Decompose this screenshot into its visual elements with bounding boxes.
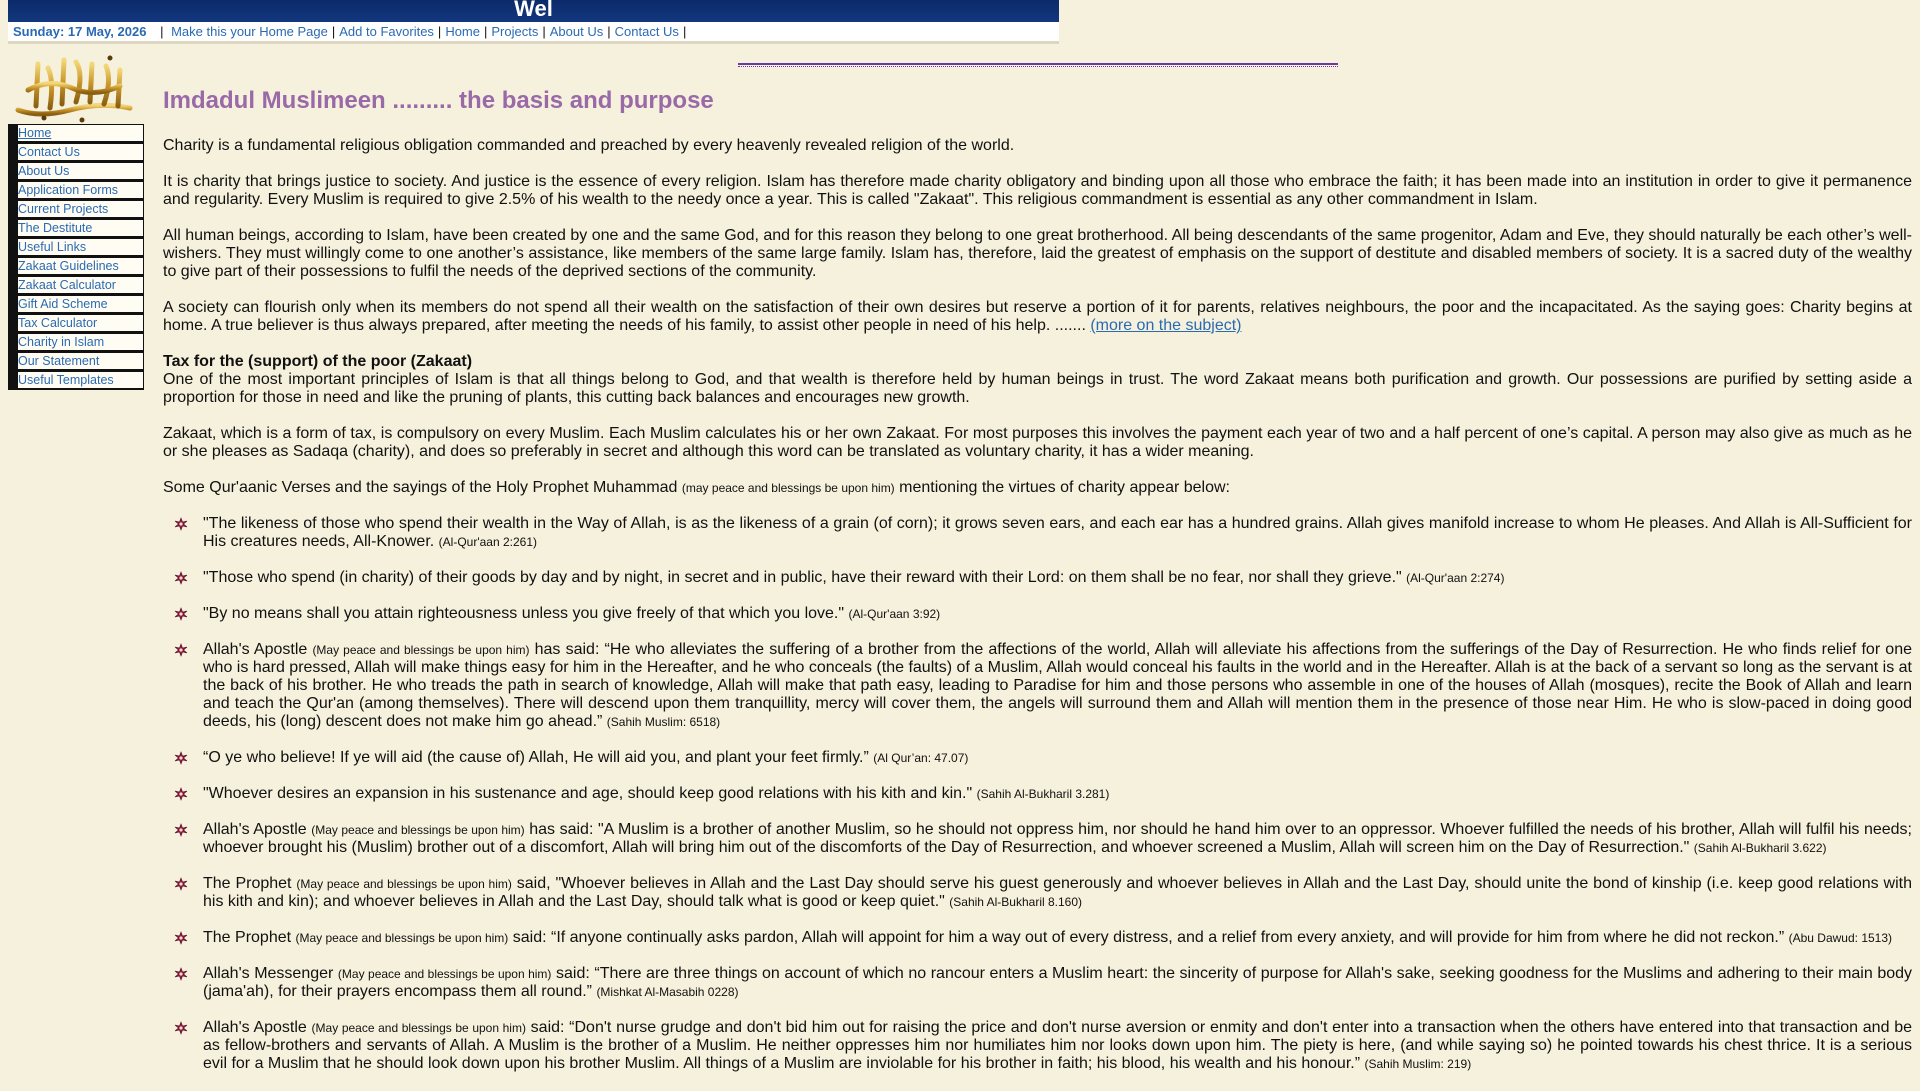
sidebar-item-about-us[interactable]	[18, 162, 144, 180]
honorific: (May peace and blessings be upon him)	[295, 931, 509, 945]
sidebar-item-home[interactable]	[18, 124, 144, 142]
zakaat-heading: Tax for the (support) of the poor (Zakaat)	[163, 353, 473, 370]
sidebar-item-zakaat-calculator[interactable]	[18, 276, 144, 294]
verse-speaker: Allah's Messenger	[203, 965, 338, 982]
separator: |	[607, 24, 611, 39]
side-menu	[8, 124, 144, 390]
page-title: Imdadul Muslimeen ......... the basis and purpose	[163, 87, 714, 114]
sidebar-item-charity-in-islam[interactable]	[18, 333, 144, 351]
ornament-bullet-icon	[173, 606, 189, 622]
verse-reference: (Al-Qur'aan 2:274)	[1406, 571, 1505, 585]
verse-text: said: “Don't nurse grudge and don't bid him out for raising the price and don't nurse aversion or enmity and don't enter into a transaction when the others have entered into that transaction and be as fellow-brothers and servants of Allah. A Muslim is the brother of a Muslim. He neither oppresses him nor humiliates him nor looks down upon him. The piety is here, (and while saying so) he pointed towards his chest thrice. It is a serious evil for a Muslim that he should look down upon his brother Muslim. All things of a Muslim are inviolable for his brother in faith; his blood, his wealth and his honour.”	[203, 1019, 1912, 1072]
zakaat-paragraph: Zakaat, which is a form of tax, is compulsory on every Muslim. Each Muslim calculates his or her own Zakaat. For most purposes this involves the payment each year of two and a half percent of one’s capital. A person may also give as much as he or she pleases as Sadaqa (charity), and does so preferably in secret and although this word can be translated as voluntary charity, it has a wider meaning.	[163, 425, 1912, 460]
ornament-bullet-icon	[173, 642, 189, 658]
verses-list	[163, 515, 1912, 1073]
sidebar-item-useful-links[interactable]	[18, 238, 144, 256]
separator: |	[484, 24, 488, 39]
verse-item	[203, 875, 1912, 911]
sidebar-item-label: The Destitute	[18, 221, 93, 235]
nav-contact-link[interactable]: Contact Us	[614, 24, 679, 39]
verse-text: said: “There are three things on account of which no rancour enters a Muslim heart: the sincerity of purpose for Allah's sake, seeking goodness for the Muslims and adhering to their main body (jama'ah), for their prayers encompass them all round.”	[203, 965, 1913, 1000]
verse-reference: (Sahih Al-Bukharil 3.622)	[1693, 841, 1827, 855]
separator: |	[542, 24, 546, 39]
ornament-bullet-icon	[173, 570, 189, 586]
verse-text: has said: "A Muslim is a brother of another Muslim, so he should not oppress him, nor should he hand him over to an oppressor. Whoever fulfilled the needs of his brother, Allah will fulfil his needs; whoever brought his (Muslim) brother out of a discomfort, Allah will bring him out of the discomforts of the Day of Resurrection, and whoever screened a Muslim, Allah will screen him on the Day of Resurrection."	[203, 821, 1913, 856]
sidebar-item-tax-calculator[interactable]	[18, 314, 144, 332]
bismillah-logo	[10, 50, 138, 124]
honorific: (May peace and blessings be upon him)	[337, 967, 552, 981]
verse-text: "The likeness of those who spend their wealth in the Way of Allah, is as the likeness of a grain (of corn); it grows seven ears, and each ear has a hundred grains. Allah gives manifold increase to whom He pleases. And Allah is All-Sufficient for His creatures needs, All-Knower.	[203, 515, 1912, 550]
verse-item	[203, 515, 1912, 551]
add-favorites-link[interactable]: Add to Favorites	[339, 24, 434, 39]
separator: |	[160, 24, 164, 39]
sidebar-item-label: Application Forms	[18, 183, 119, 197]
sidebar-item-label: Our Statement	[18, 354, 100, 368]
sidebar-item-useful-templates[interactable]	[18, 371, 144, 389]
intro-paragraph: Charity is a fundamental religious obligation commanded and preached by every heavenly revealed religion of the world.	[163, 137, 1015, 154]
make-home-page-link[interactable]: Make this your Home Page	[171, 24, 328, 39]
separator: |	[437, 24, 442, 39]
verse-speaker: Allah's Apostle	[203, 1019, 312, 1036]
current-date: Sunday: 17 May, 2026	[13, 24, 147, 39]
nav-home-link[interactable]: Home	[445, 24, 480, 39]
verse-item	[203, 785, 1912, 803]
honorific: (May peace and blessings be upon him)	[311, 823, 525, 837]
sidebar-item-label: Zakaat Guidelines	[18, 259, 119, 273]
sidebar-item-our-statement[interactable]	[18, 352, 144, 370]
verse-reference: (Al-Qur'aan 3:92)	[848, 607, 941, 621]
verse-text: said, "Whoever believes in Allah and the Last Day should serve his guest generously and whoever believes in Allah and the Last Day, should unite the bond of kinship (i.e. keep good relations with his kith and kin); and whoever believes in Allah and the Last Day, should talk what is good or keep quiet."	[203, 875, 1913, 910]
nav-projects-link[interactable]: Projects	[491, 24, 539, 39]
sidebar-item-label: Contact Us	[18, 145, 80, 159]
sidebar-item-zakaat-guidelines[interactable]	[18, 257, 144, 275]
sidebar-item-application-forms[interactable]	[18, 181, 144, 199]
ornament-bullet-icon	[173, 516, 189, 532]
ornament-bullet-icon	[173, 876, 189, 892]
ornament-bullet-icon	[173, 966, 189, 982]
verse-speaker: Allah's Apostle	[203, 641, 313, 658]
ornament-bullet-icon	[173, 930, 189, 946]
ornament-bullet-icon	[173, 1020, 189, 1036]
verse-item	[203, 605, 1912, 623]
society-paragraph	[163, 299, 1912, 335]
ornament-bullet-icon	[173, 822, 189, 838]
top-navbar	[8, 22, 1059, 41]
verse-item	[203, 821, 1912, 857]
society-text: A society can flourish only when its members do not spend all their wealth on the satisfaction of their own desires but reserve a portion of it for parents, relatives neighbours, the poor and the incapacitated. As the saying goes: Charity begins at home. A true believer is thus always prepared, after meeting the needs of his family, to assist other people in need of his help. .......	[163, 299, 1912, 334]
verse-reference: (Abu Dawud: 1513)	[1788, 931, 1893, 945]
sidebar-item-label: Useful Links	[18, 240, 87, 254]
welcome-banner	[8, 0, 1059, 22]
verse-reference: (Mishkat Al-Masabih 0228)	[596, 985, 739, 999]
nav-about-link[interactable]: About Us	[549, 24, 604, 39]
ornament-bullet-icon	[173, 786, 189, 802]
banner-text: Wel	[514, 0, 553, 21]
verse-item	[203, 641, 1912, 731]
verse-reference: (Sahih Muslim: 219)	[1364, 1057, 1472, 1071]
navbar-divider	[8, 41, 1059, 44]
brotherhood-paragraph: All human beings, according to Islam, have been created by one and the same God, and for this reason they belong to one great brotherhood. All being descendants of the same progenitor, Adam and Eve, they should naturally be each other’s well-wishers. They must willingly come to one another’s assistance, like members of the same large family. Islam has, therefore, laid the greatest of emphasis on the support of destitute and disabled members of society. It is a sacred duty of the wealthy to give part of their possessions to fulfil the needs of the deprived sections of the community.	[163, 227, 1912, 280]
honorific: (may peace and blessings be upon him)	[681, 481, 895, 495]
verse-item	[203, 1019, 1912, 1073]
sidebar-item-label: Zakaat Calculator	[18, 278, 116, 292]
verse-item	[203, 929, 1912, 947]
separator: |	[682, 24, 687, 39]
verse-text: said: “If anyone continually asks pardon, Allah will appoint for him a way out of every distress, and a relief from every anxiety, and will provide for him from where he did not reckon.”	[508, 929, 1789, 946]
verse-text: "Whoever desires an expansion in his sustenance and age, should keep good relations with his kith and kin."	[203, 785, 977, 802]
verse-text: "Those who spend (in charity) of their goods by day and by night, in secret and in public, have their reward with their Lord: on them shall be no fear, nor shall they grieve."	[203, 569, 1407, 586]
decorative-divider	[738, 63, 1338, 67]
verses-intro	[163, 479, 1912, 497]
verse-item	[203, 749, 1912, 767]
principles-paragraph: One of the most important principles of Islam is that all things belong to God, and that wealth is therefore held by human beings in trust. The word Zakaat means both purification and growth. Our possessions are purified by setting aside a proportion for those in need and like the pruning of plants, this cutting back balances and encourages new growth.	[163, 371, 1912, 406]
sidebar-item-label: Charity in Islam	[18, 335, 105, 349]
verse-speaker: The Prophet	[203, 875, 297, 892]
verse-text: “O ye who believe! If ye will aid (the cause of) Allah, He will aid you, and plant your feet firmly.”	[203, 749, 874, 766]
sidebar-item-contact-us[interactable]	[18, 143, 144, 161]
verse-reference: (Sahih Muslim: 6518)	[606, 715, 721, 729]
verse-reference: (Al Qur’an: 47.07)	[873, 751, 969, 765]
more-on-subject-link[interactable]: (more on the subject)	[1090, 317, 1242, 334]
verse-item	[203, 965, 1912, 1001]
sidebar-item-label: About Us	[18, 164, 70, 178]
verse-speaker: The Prophet	[203, 929, 296, 946]
separator: |	[331, 24, 336, 39]
sidebar-item-the-destitute[interactable]	[18, 219, 144, 237]
verses-intro-text: Some Qur'aanic Verses and the sayings of the Holy Prophet Muhammad	[163, 479, 682, 496]
verses-intro-text-end: mentioning the virtues of charity appear below:	[894, 479, 1230, 496]
verse-text: has said: “He who alleviates the suffering of a brother from the affections of the world, Allah will alleviate his affections from the sufferings of the Day of Resurrection. He who finds relief for one who is hard pressed, Allah will make things easy for him in the Hereafter, and he who conceals (the faults) of a Muslim, Allah would conceal his faults in the world and in the Hereafter. Allah is at the back of a servant so long as the servant is at the back of his brother. He who treads the path in search of knowledge, Allah will make that path easy, leading to Paradise for him and those persons who assemble in one of the houses of Allah (mosques), recite the Book of Allah and learn and teach the Qur'an (among themselves). There will descend upon them tranquillity, mercy will cover them, the angels will surround them and Allah will mention them in the presence of those near Him. He who is slow-paced in doing good deeds, his (long) descent does not make him go ahead.”	[203, 641, 1913, 730]
sidebar-item-label: Tax Calculator	[18, 316, 98, 330]
verse-reference: (Sahih Al-Bukharil 8.160)	[949, 895, 1083, 909]
ornament-bullet-icon	[173, 750, 189, 766]
honorific: (May peace and blessings be upon him)	[296, 877, 512, 891]
verse-reference: (Al-Qur'aan 2:261)	[438, 535, 538, 549]
honorific: (May peace and blessings be upon him)	[311, 1021, 526, 1035]
justice-paragraph: It is charity that brings justice to society. And justice is the essence of every religion. Islam has therefore made charity obligatory and binding upon all those who embrace the faith; it has been made into an institution in order to give it permanence and regularity. Every Muslim is required to give 2.5% of his wealth to the needy once a year. This is called "Zakaat". This religious commandment is essential as any other commandment in Islam.	[163, 173, 1912, 208]
sidebar-item-label: Current Projects	[18, 202, 109, 216]
verse-speaker: Allah's Apostle	[203, 821, 312, 838]
sidebar-item-label: Useful Templates	[18, 373, 114, 387]
honorific: (May peace and blessings be upon him)	[312, 643, 530, 657]
verse-text: "By no means shall you attain righteousness unless you give freely of that which you love."	[203, 605, 849, 622]
sidebar-item-label: Home	[18, 126, 52, 140]
main-content	[163, 84, 1912, 1091]
sidebar-item-current-projects[interactable]	[18, 200, 144, 218]
sidebar-item-gift-aid-scheme[interactable]	[18, 295, 144, 313]
verse-reference: (Sahih Al-Bukharil 3.281)	[976, 787, 1110, 801]
sidebar-item-label: Gift Aid Scheme	[18, 297, 108, 311]
verse-item	[203, 569, 1912, 587]
